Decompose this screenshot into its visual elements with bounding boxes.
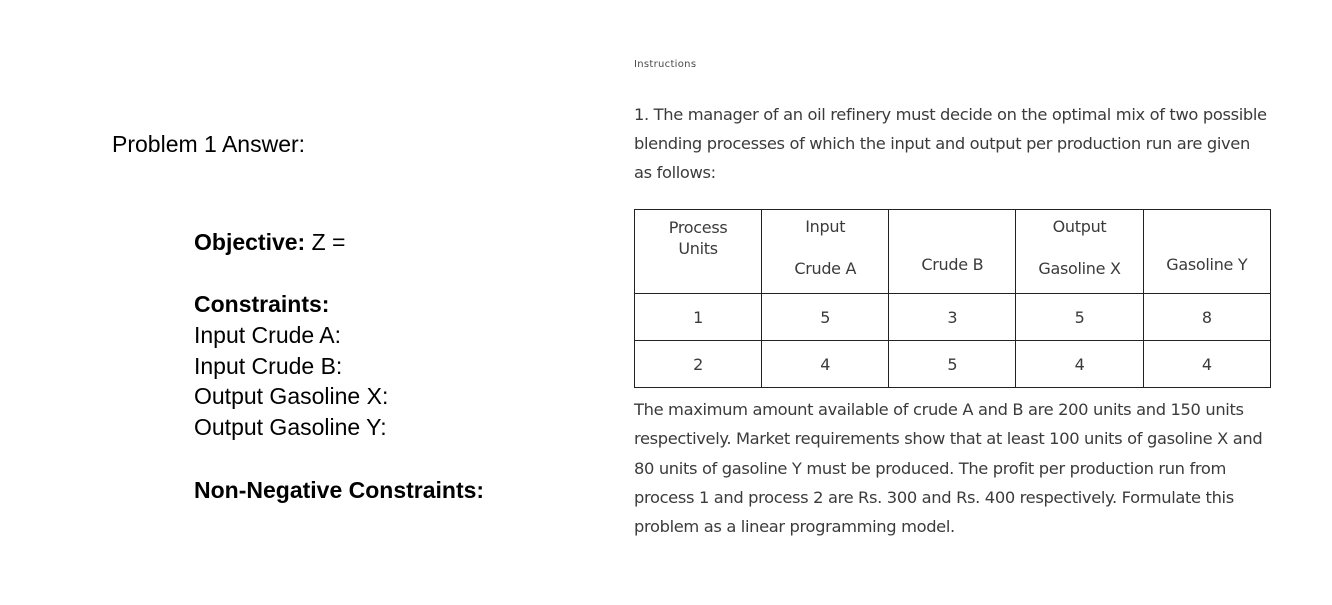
table-cell: 8 — [1143, 294, 1270, 341]
table-row — [635, 294, 1271, 341]
table-cell: 3 — [889, 294, 1016, 341]
objective-value: Z = — [311, 229, 346, 255]
intro-line: blending processes of which the input and output per production run are given — [634, 134, 1250, 153]
instructions-heading-cropped: Instructions — [634, 59, 697, 70]
closing-line: process 1 and process 2 are Rs. 300 and Rs. 400 respectively. Formulate this — [634, 487, 1234, 507]
closing-line: 80 units of gasoline Y must be produced. The profit per production run from — [634, 458, 1226, 478]
constraint-output-gasoline-y: Output Gasoline Y: — [194, 414, 387, 440]
header-process-units — [635, 210, 762, 294]
table-cell: 5 — [889, 341, 1016, 388]
problem-intro — [634, 100, 1304, 187]
input-header-stack — [762, 210, 888, 293]
header-gasoline-y — [1143, 210, 1270, 294]
output-header-stack — [1016, 210, 1142, 293]
table-cell: 2 — [635, 341, 762, 388]
units-label: Units — [678, 239, 718, 258]
table-cell: 5 — [1016, 294, 1143, 341]
gasoline-x-label: Gasoline X — [1038, 259, 1121, 278]
closing-line: respectively. Market requirements show that at least 100 units of gasoline X and — [634, 429, 1263, 449]
constraint-output-gasoline-x: Output Gasoline X: — [194, 383, 389, 409]
crude-b-label: Crude B — [921, 255, 984, 274]
constraint-input-crude-b: Input Crude B: — [194, 353, 343, 379]
gasoline-y-label: Gasoline Y — [1166, 255, 1248, 274]
table-cell: 1 — [635, 294, 762, 341]
closing-line: The maximum amount available of crude A and B are 200 units and 150 units — [634, 400, 1244, 419]
intro-line: 1. The manager of an oil refinery must decide on the optimal mix of two possible — [634, 105, 1267, 124]
table-header-row — [635, 210, 1271, 294]
table-cell: 4 — [762, 341, 889, 388]
table-cell: 4 — [1016, 341, 1143, 388]
constraint-input-crude-a: Input Crude A: — [194, 322, 342, 348]
output-group-label: Output — [1052, 217, 1107, 236]
header-gasoline-x — [1016, 210, 1143, 294]
problem-closing — [634, 395, 1304, 541]
process-table — [634, 209, 1271, 388]
objective-line — [194, 227, 345, 258]
header-crude-a — [762, 210, 889, 294]
crude-a-label: Crude A — [794, 259, 857, 278]
process-units-label — [635, 210, 761, 293]
header-crude-b — [889, 210, 1016, 294]
objective-label: Objective: — [194, 229, 306, 255]
table-cell: 5 — [762, 294, 889, 341]
closing-line: problem as a linear programming model. — [634, 517, 955, 537]
process-label: Process — [668, 218, 728, 237]
input-group-label: Input — [805, 217, 846, 236]
intro-line: as follows: — [634, 163, 716, 182]
table-row — [635, 341, 1271, 388]
problem-answer-label: Problem 1 Answer: — [112, 131, 306, 157]
table-cell: 4 — [1143, 341, 1270, 388]
constraints-heading: Constraints: — [194, 291, 330, 317]
non-negative-constraints-heading: Non-Negative Constraints: — [194, 477, 485, 503]
